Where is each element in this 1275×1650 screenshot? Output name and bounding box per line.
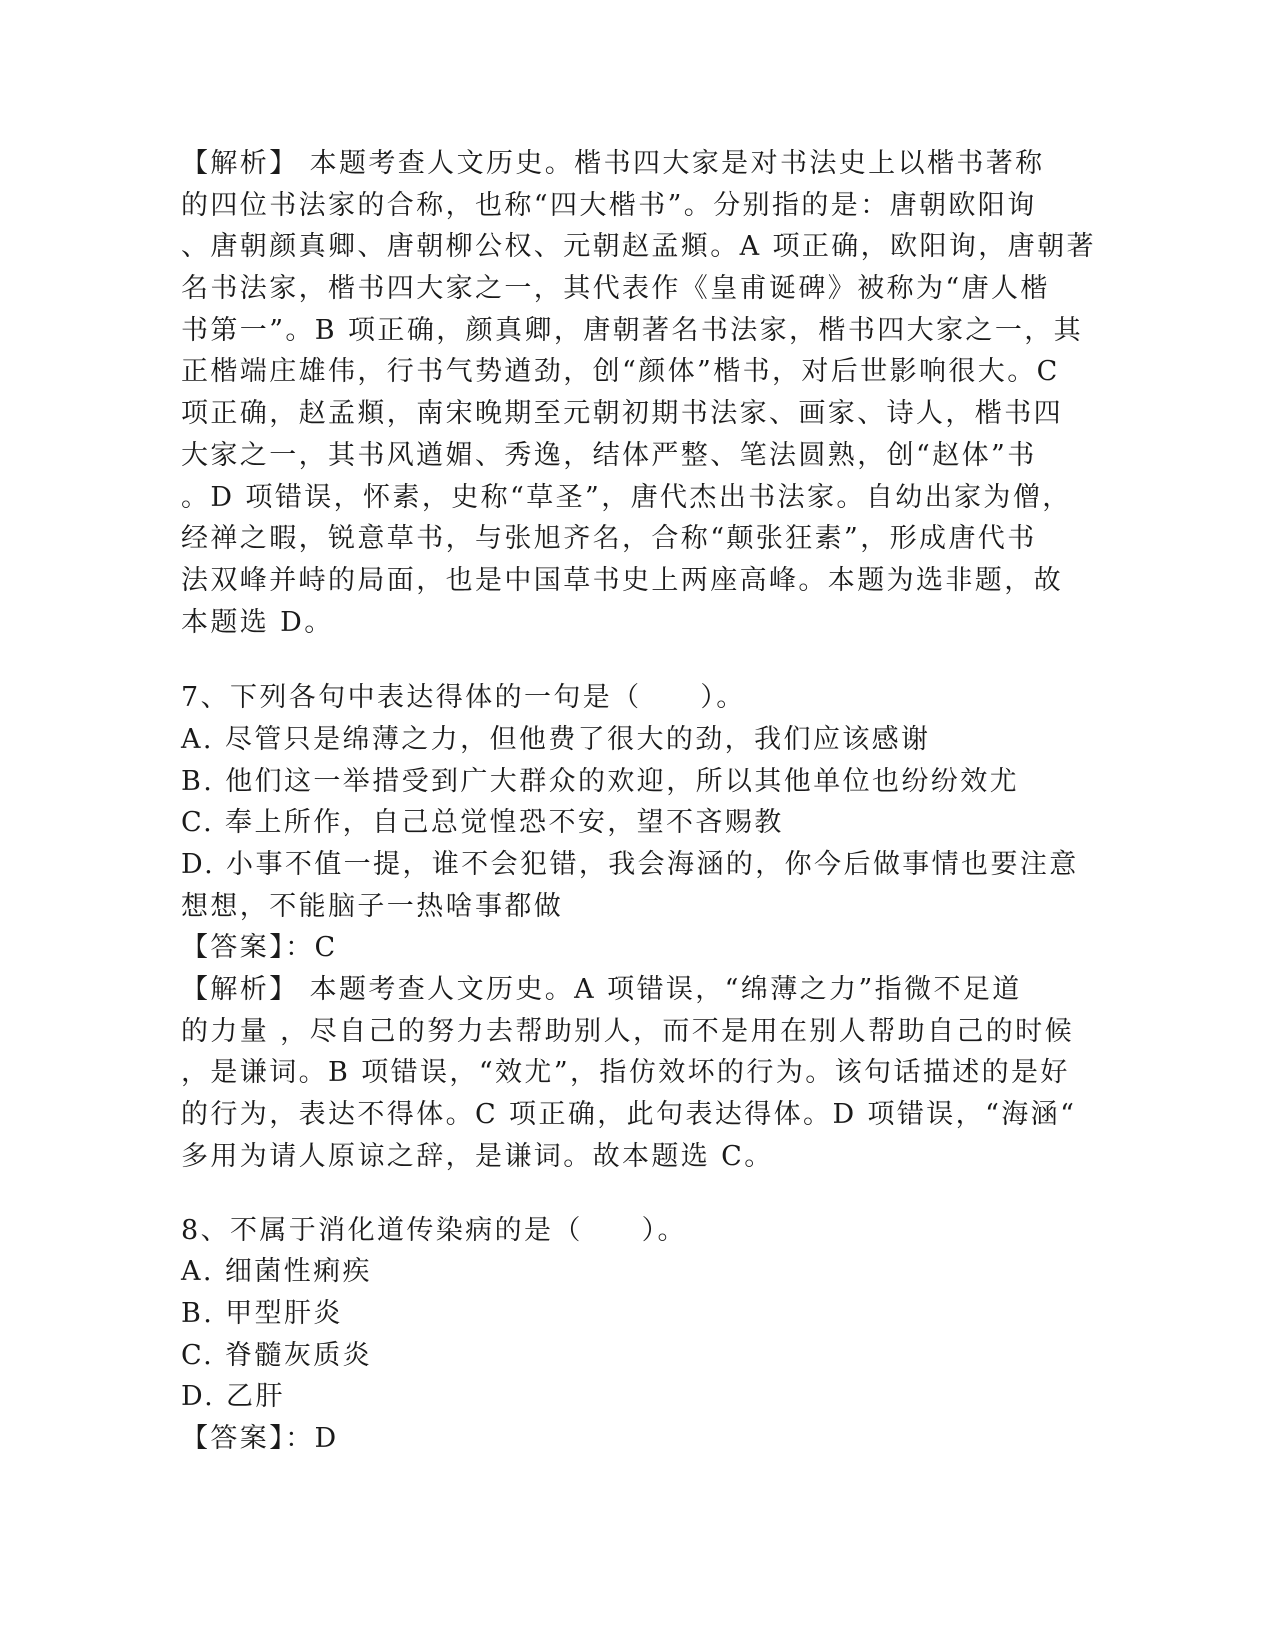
question-8 xyxy=(181,1210,1051,1460)
q6-analysis xyxy=(181,143,1096,643)
option-b: B. 甲型肝炎 xyxy=(181,1297,343,1329)
analysis-line: 经禅之暇，锐意草书，与张旭齐名，合称“颠张狂素”，形成唐代书 xyxy=(181,523,1037,555)
option-d: D. 小事不值一提，谁不会犯错，我会海涵的，你今后做事情也要注意 xyxy=(181,849,1079,880)
option-c: C. 奉上所作，自己总觉惶恐不安，望不吝赐教 xyxy=(181,807,784,839)
analysis-line: 【解析】 本题考查人文历史。楷书四大家是对书法史上以楷书著称 xyxy=(181,148,1045,179)
spacer xyxy=(181,643,1051,677)
analysis-line: 的行为，表达不得体。C 项正确，此句表达得体。D 项错误，“海涵“ xyxy=(181,1099,1077,1131)
analysis-line: 书第一”。B 项正确，颜真卿，唐朝著名书法家，楷书四大家之一，其 xyxy=(181,314,1084,346)
analysis-line: 法双峰并峙的局面，也是中国草书史上两座高峰。本题为选非题，故 xyxy=(181,564,1063,596)
question-stem: 8、不属于消化道传染病的是（ ）。 xyxy=(181,1214,687,1246)
spacer xyxy=(181,1178,1051,1210)
analysis-line: 名书法家，楷书四大家之一，其代表作《皇甫诞碑》被称为“唐人楷 xyxy=(181,273,1050,305)
analysis-line: 的四位书法家的合称，也称“四大楷书”。分别指的是：唐朝欧阳询 xyxy=(181,189,1037,221)
analysis-line: 、唐朝颜真卿、唐朝柳公权、元朝赵孟頫。A 项正确，欧阳询，唐朝著 xyxy=(181,231,1096,263)
analysis-line: ，是谦词。B 项错误，“效尤”，指仿效坏的行为。该句话描述的是好 xyxy=(181,1057,1070,1089)
analysis-line: 的力量 ，尽自己的努力去帮助别人，而不是用在别人帮助自己的时候 xyxy=(181,1015,1074,1047)
option-d-continued: 想想，不能脑子一热啥事都做 xyxy=(181,890,564,922)
analysis-line: 正楷端庄雄伟，行书气势遒劲，创“颜体”楷书，对后世影响很大。C xyxy=(181,356,1060,388)
analysis-line: 项正确，赵孟頫，南宋晚期至元朝初期书法家、画家、诗人，楷书四 xyxy=(181,398,1063,430)
analysis-line: 【解析】 本题考查人文历史。A 项错误，“绵薄之力”指微不足道 xyxy=(181,974,1022,1006)
analysis-line: 大家之一，其书风遒媚、秀逸，结体严整、笔法圆熟，创“赵体”书 xyxy=(181,439,1037,471)
question-stem: 7、下列各句中表达得体的一句是（ ）。 xyxy=(181,682,746,714)
document-page xyxy=(181,143,1096,1460)
option-d: D. 乙肝 xyxy=(181,1381,285,1413)
option-a: A. 尽管只是绵薄之力，但他费了很大的劲，我们应该感谢 xyxy=(181,723,931,755)
answer-line: 【答案】：C xyxy=(181,932,338,964)
analysis-line: 本题选 D。 xyxy=(181,606,334,638)
analysis-line: 多用为请人原谅之辞，是谦词。故本题选 C。 xyxy=(181,1140,774,1172)
answer-line: 【答案】：D xyxy=(181,1422,339,1454)
analysis-line: 。D 项错误，怀素，史称“草圣”，唐代杰出书法家。自幼出家为僧， xyxy=(181,481,1072,513)
option-a: A. 细菌性痢疾 xyxy=(181,1256,372,1288)
option-b: B. 他们这一举措受到广大群众的欢迎，所以其他单位也纷纷效尤 xyxy=(181,765,1020,797)
question-7 xyxy=(181,677,1079,1177)
option-c: C. 脊髓灰质炎 xyxy=(181,1339,373,1371)
